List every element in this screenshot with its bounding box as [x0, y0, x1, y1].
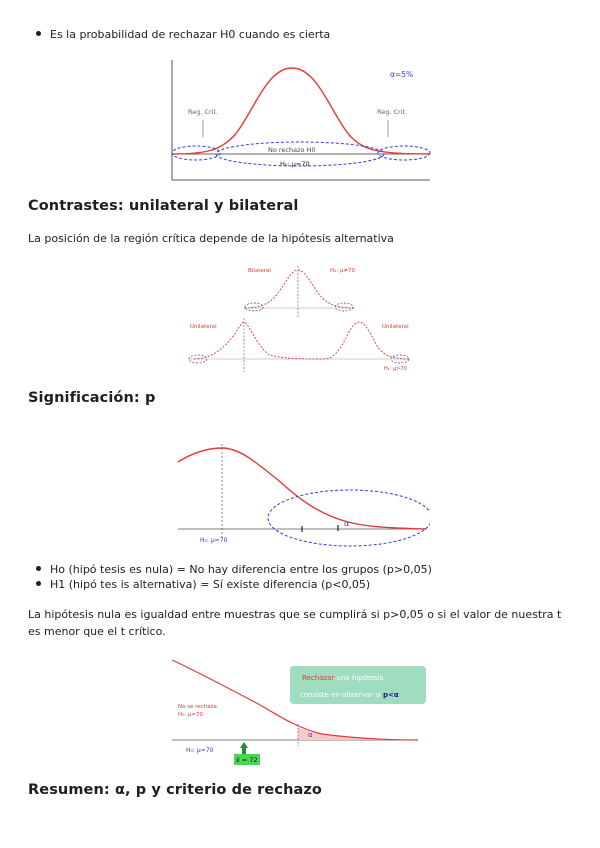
bottom-h1-label: H₁: μ>70 [384, 366, 407, 372]
heading-significacion: Significación: p [28, 390, 156, 406]
bottom-curve [194, 322, 410, 359]
bullet-dot [36, 581, 41, 586]
top-left-ellipse [245, 303, 263, 311]
left-region-label: Reg. Crit. [188, 108, 219, 116]
arrow-up-icon [240, 742, 248, 754]
list-item [36, 28, 330, 42]
callout-tail: p<α [382, 691, 399, 699]
figure-contrastes [184, 262, 414, 376]
h0-small-label: H₀: μ=70 [178, 712, 204, 718]
alpha-label: α [344, 519, 350, 528]
density-curve [178, 448, 426, 529]
top-left-label: Bilateral [248, 268, 271, 274]
xbar-label: x̄ = 72 [236, 756, 258, 764]
alpha-label: α [308, 731, 313, 739]
figure-two-tailed [168, 58, 434, 184]
bullet-text: H1 (hipó tes is alternativa) = Sí existe diferencia (p<0,05) [50, 578, 371, 591]
center-label: No rechazo H0 [268, 146, 316, 154]
bottom-left-label: Unilateral [190, 324, 217, 330]
alpha-label: α=5% [390, 70, 414, 79]
h0-bottom-label: H₀: μ=70 [186, 747, 214, 754]
heading-resumen: Resumen: α, p y criterio de rechazo [28, 782, 322, 798]
h0-label: H₀: μ=70 [200, 537, 228, 544]
callout-white-text: una hipótesis [334, 674, 384, 682]
callout-line-1 [302, 674, 384, 682]
bottom-right-label: Unilateral [382, 324, 409, 330]
bullet-dot [36, 566, 41, 571]
callout-text: consiste en observar si [300, 691, 381, 699]
para-contrastes: La posición de la región crítica depende de la hipótesis alternativa [28, 232, 394, 245]
para-hipotesis-nula: La hipótesis nula es igualdad entre muestras que se cumplirá si p>0,05 o si el valor de nuestra t es menor que el t crítico. [28, 608, 562, 638]
right-region-label: Reg. Crit. [377, 108, 408, 116]
heading-contrastes: Contrastes: unilateral y bilateral [28, 198, 299, 214]
list-item [36, 563, 432, 577]
figure-significacion [178, 440, 430, 548]
top-right-label: H₁: μ≠70 [330, 268, 356, 274]
callout-red-word: Rechazar [302, 674, 335, 682]
list-item [36, 578, 370, 592]
callout-line-2 [300, 691, 399, 699]
figure-rechazo [172, 656, 430, 768]
top-curve [244, 270, 354, 308]
h0-label: H₀: μ=70 [280, 160, 310, 168]
bullet-dot [36, 31, 41, 36]
top-right-ellipse [335, 303, 353, 311]
rejection-area [298, 728, 412, 740]
bullet-text: Ho (hipó tesis es nula) = No hay diferencia entre los grupos (p>0,05) [50, 563, 432, 576]
tail-ellipse [268, 490, 430, 546]
bullet-text: Es la probabilidad de rechazar H0 cuando es cierta [50, 28, 331, 41]
no-rechazo-label: No se rechaza [178, 704, 217, 710]
